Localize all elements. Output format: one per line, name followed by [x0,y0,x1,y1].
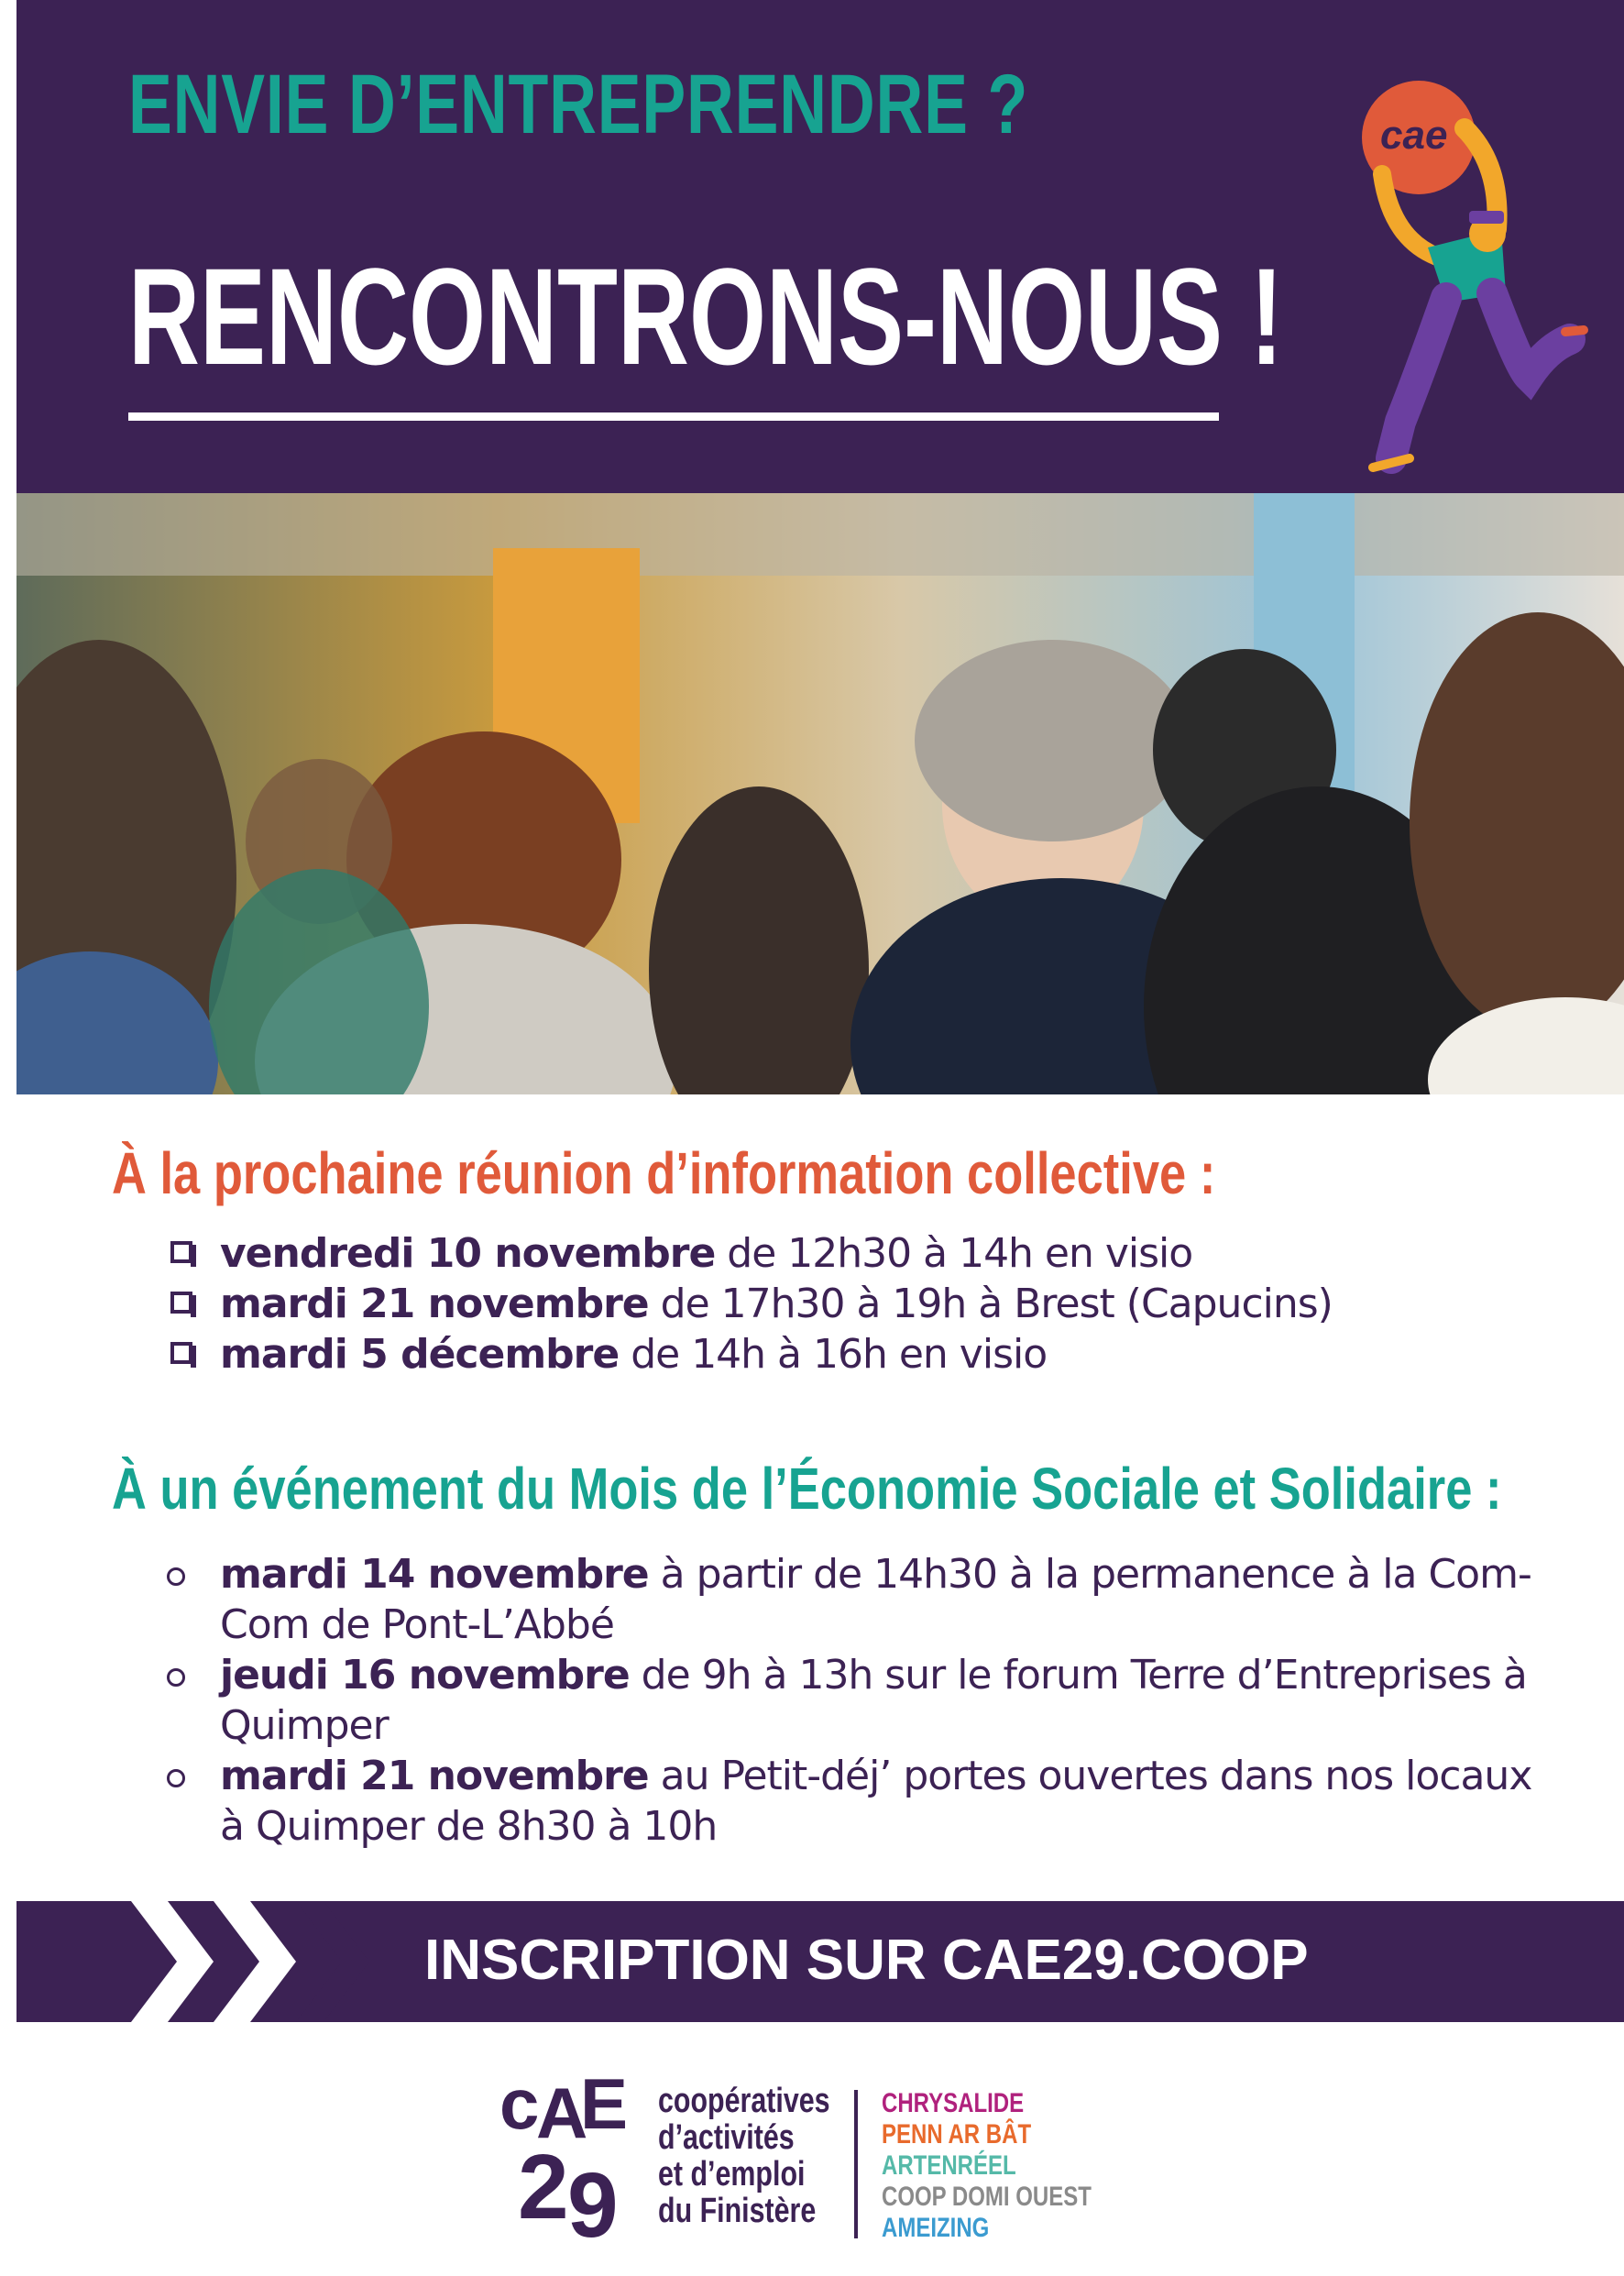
event-photo [16,493,1624,1094]
list-item: mardi 21 novembre au Petit-déj’ portes ouvertes dans nos locaux à Quimper de 8h30 à 10h [165,1751,1540,1852]
svg-text:E: E [580,2063,628,2144]
partner-artenreel: ARTENRÉEL [882,2150,1016,2181]
photo-icon [16,493,1624,1094]
bullet-circle-icon [167,1668,185,1687]
list-item: mardi 5 décembre de 14h à 16h en visio [165,1329,1333,1380]
svg-text:c: c [499,2063,540,2144]
partner-list [882,2088,1092,2244]
cae-ball-label: cae [1380,113,1448,158]
bullet-circle-icon [167,1769,185,1787]
svg-text:9: 9 [567,2154,619,2255]
list-item: mardi 21 novembre de 17h30 à 19h à Brest (Capucins) [165,1279,1333,1329]
section2-title: À un événement du Mois de l’Économie Sociale et Solidaire : [112,1456,1502,1522]
list-item: jeudi 16 novembre de 9h à 13h sur le forum Terre d’Entreprises à Quimper [165,1650,1540,1751]
svg-text:A: A [536,2073,588,2153]
kicker-heading: ENVIE D’ENTREPRENDRE ? [128,58,1029,151]
cae29-logo-icon [499,2062,628,2255]
checkbox-icon [170,1292,192,1314]
footer-divider [854,2090,858,2238]
partner-chrysalide: CHRYSALIDE [882,2088,1025,2118]
section1-title: À la prochaine réunion d’information collective : [112,1140,1216,1206]
registration-banner[interactable] [16,1901,1624,2022]
partner-coop-domi-ouest: COOP DOMI OUEST [882,2182,1092,2212]
checkbox-icon [170,1342,192,1364]
partner-penn-ar-bat: PENN AR BÂT [882,2119,1032,2150]
bullet-circle-icon [167,1567,185,1586]
registration-link[interactable]: INSCRIPTION SUR CAE29.COOP [424,1929,1309,1992]
mascot-illustration [1318,73,1593,495]
list-item: vendredi 10 novembre de 12h30 à 14h en visio [165,1228,1333,1279]
chevron-right-icon [131,1901,369,2022]
partner-ameizing: AMEIZING [882,2213,990,2243]
main-headline: RENCONTRONS-NOUS ! [128,239,1283,393]
events-list [165,1549,1540,1852]
header-banner [16,0,1624,493]
info-sessions-list [165,1228,1333,1380]
checkbox-icon [170,1241,192,1263]
headline-underline [128,412,1219,421]
footer-tagline: coopératives d’activités et d’emploi du Finistère [658,2082,830,2230]
list-item: mardi 14 novembre à partir de 14h30 à la permanence à la Com-Com de Pont-L’Abbé [165,1549,1540,1650]
svg-text:2: 2 [518,2136,569,2238]
